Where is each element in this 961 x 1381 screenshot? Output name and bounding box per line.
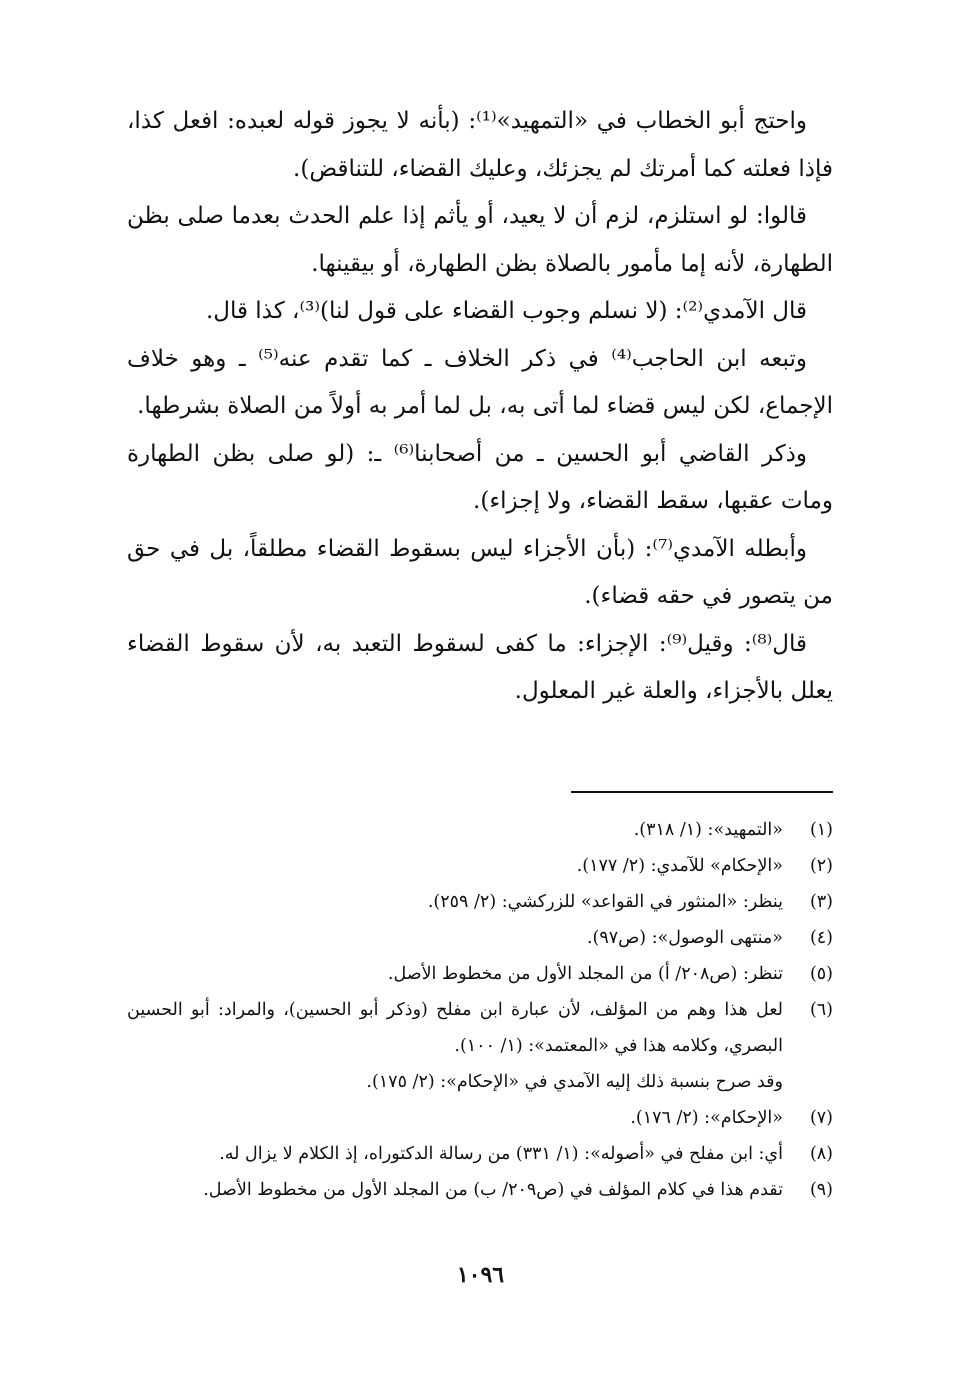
footnote-item bbox=[127, 848, 833, 884]
footnote-item bbox=[127, 812, 833, 848]
footnote-text: ينظر: «المنثور في القواعد» للزركشي: (٢/ ٢٥٩). bbox=[427, 892, 783, 912]
footnote-number: (٨) bbox=[809, 1144, 833, 1164]
footnote-text: «الإحكام»: (٢/ ١٧٦). bbox=[630, 1108, 783, 1128]
footnote-number: (٧) bbox=[809, 1108, 833, 1128]
footnote-item bbox=[127, 956, 833, 992]
footnote-item bbox=[127, 1100, 833, 1136]
paragraph: قال⁽⁸⁾: وقيل⁽⁹⁾: الإجزاء: ما كفى لسقوط التعبد به، لأن سقوط القضاء يعلل بالأجزاء، والعلة غير المعلول. bbox=[127, 630, 833, 704]
main-text bbox=[127, 98, 833, 716]
footnote-number: (٩) bbox=[809, 1180, 833, 1200]
footnote-item bbox=[127, 1136, 833, 1172]
paragraph: قالوا: لو استلزم، لزم أن لا يعيد، أو يأثم إذا علم الحدث بعدما صلى بظن الطهارة، لأنه إما مأمور بالصلاة بظن الطهارة، أو بيقينها. bbox=[127, 203, 833, 277]
footnote-continuation: وقد صرح بنسبة ذلك إليه الآمدي في «الإحكام»: (٢/ ١٧٥). bbox=[366, 1072, 783, 1092]
paragraph: وأبطله الآمدي⁽⁷⁾: (بأن الأجزاء ليس بسقوط القضاء مطلقاً، بل في حق من يتصور في حقه قضاء). bbox=[127, 535, 833, 609]
paragraph: واحتج أبو الخطاب في «التمهيد»⁽¹⁾: (بأنه لا يجوز قوله لعبده: افعل كذا، فإذا فعلته كما أمرتك لم يجزئك، وعليك القضاء، للتناقض). bbox=[127, 108, 833, 182]
paragraph: وذكر القاضي أبو الحسين ـ من أصحابنا⁽⁶⁾ ـ: (لو صلى بظن الطهارة ومات عقبها، سقط القضاء، ولا إجزاء). bbox=[127, 440, 833, 514]
footnote-text: «التمهيد»: (١/ ٣١٨). bbox=[633, 820, 783, 840]
footnote-item bbox=[127, 920, 833, 956]
footnote-number: (٢) bbox=[809, 856, 833, 876]
footnote-number: (٤) bbox=[809, 928, 833, 948]
footnote-text: تقدم هذا في كلام المؤلف في (ص٢٠٩/ ب) من المجلد الأول من مخطوط الأصل. bbox=[203, 1180, 783, 1200]
footnote-separator bbox=[571, 791, 833, 793]
footnote-text: لعل هذا وهم من المؤلف، لأن عبارة ابن مفلح (وذكر أبو الحسين)، والمراد: أبو الحسين البصري، وكلامه هذا في «المعتمد»: (١/ ١٠٠). bbox=[127, 1000, 783, 1056]
footnote-item bbox=[127, 1172, 833, 1208]
footnote-text: «الإحكام» للآمدي: (٢/ ١٧٧). bbox=[576, 856, 783, 876]
footnote-text: أي: ابن مفلح في «أصوله»: (١/ ٣٣١) من رسالة الدكتوراه، إذ الكلام لا يزال له. bbox=[219, 1144, 783, 1164]
page-number: ١٠٩٦ bbox=[456, 1262, 505, 1288]
footnote-number: (١) bbox=[809, 820, 833, 840]
footnote-text: تنظر: (ص٢٠٨/ أ) من المجلد الأول من مخطوط الأصل. bbox=[387, 964, 783, 984]
paragraph: قال الآمدي⁽²⁾: (لا نسلم وجوب القضاء على قول لنا)⁽³⁾، كذا قال. bbox=[205, 298, 807, 324]
footnote-item bbox=[127, 884, 833, 920]
footnote-number: (٥) bbox=[809, 964, 833, 984]
footnotes bbox=[127, 812, 833, 1208]
footnote-item bbox=[127, 992, 833, 1064]
footnote-number: (٣) bbox=[809, 892, 833, 912]
footnote-number: (٦) bbox=[809, 1000, 833, 1020]
footnote-text: «منتهى الوصول»: (ص٩٧). bbox=[586, 928, 783, 948]
paragraph: وتبعه ابن الحاجب⁽⁴⁾ في ذكر الخلاف ـ كما تقدم عنه⁽⁵⁾ ـ وهو خلاف الإجماع، لكن ليس قضاء لما أتى به، بل لما أمر به أولاً من الصلاة بشرطها. bbox=[127, 345, 833, 419]
